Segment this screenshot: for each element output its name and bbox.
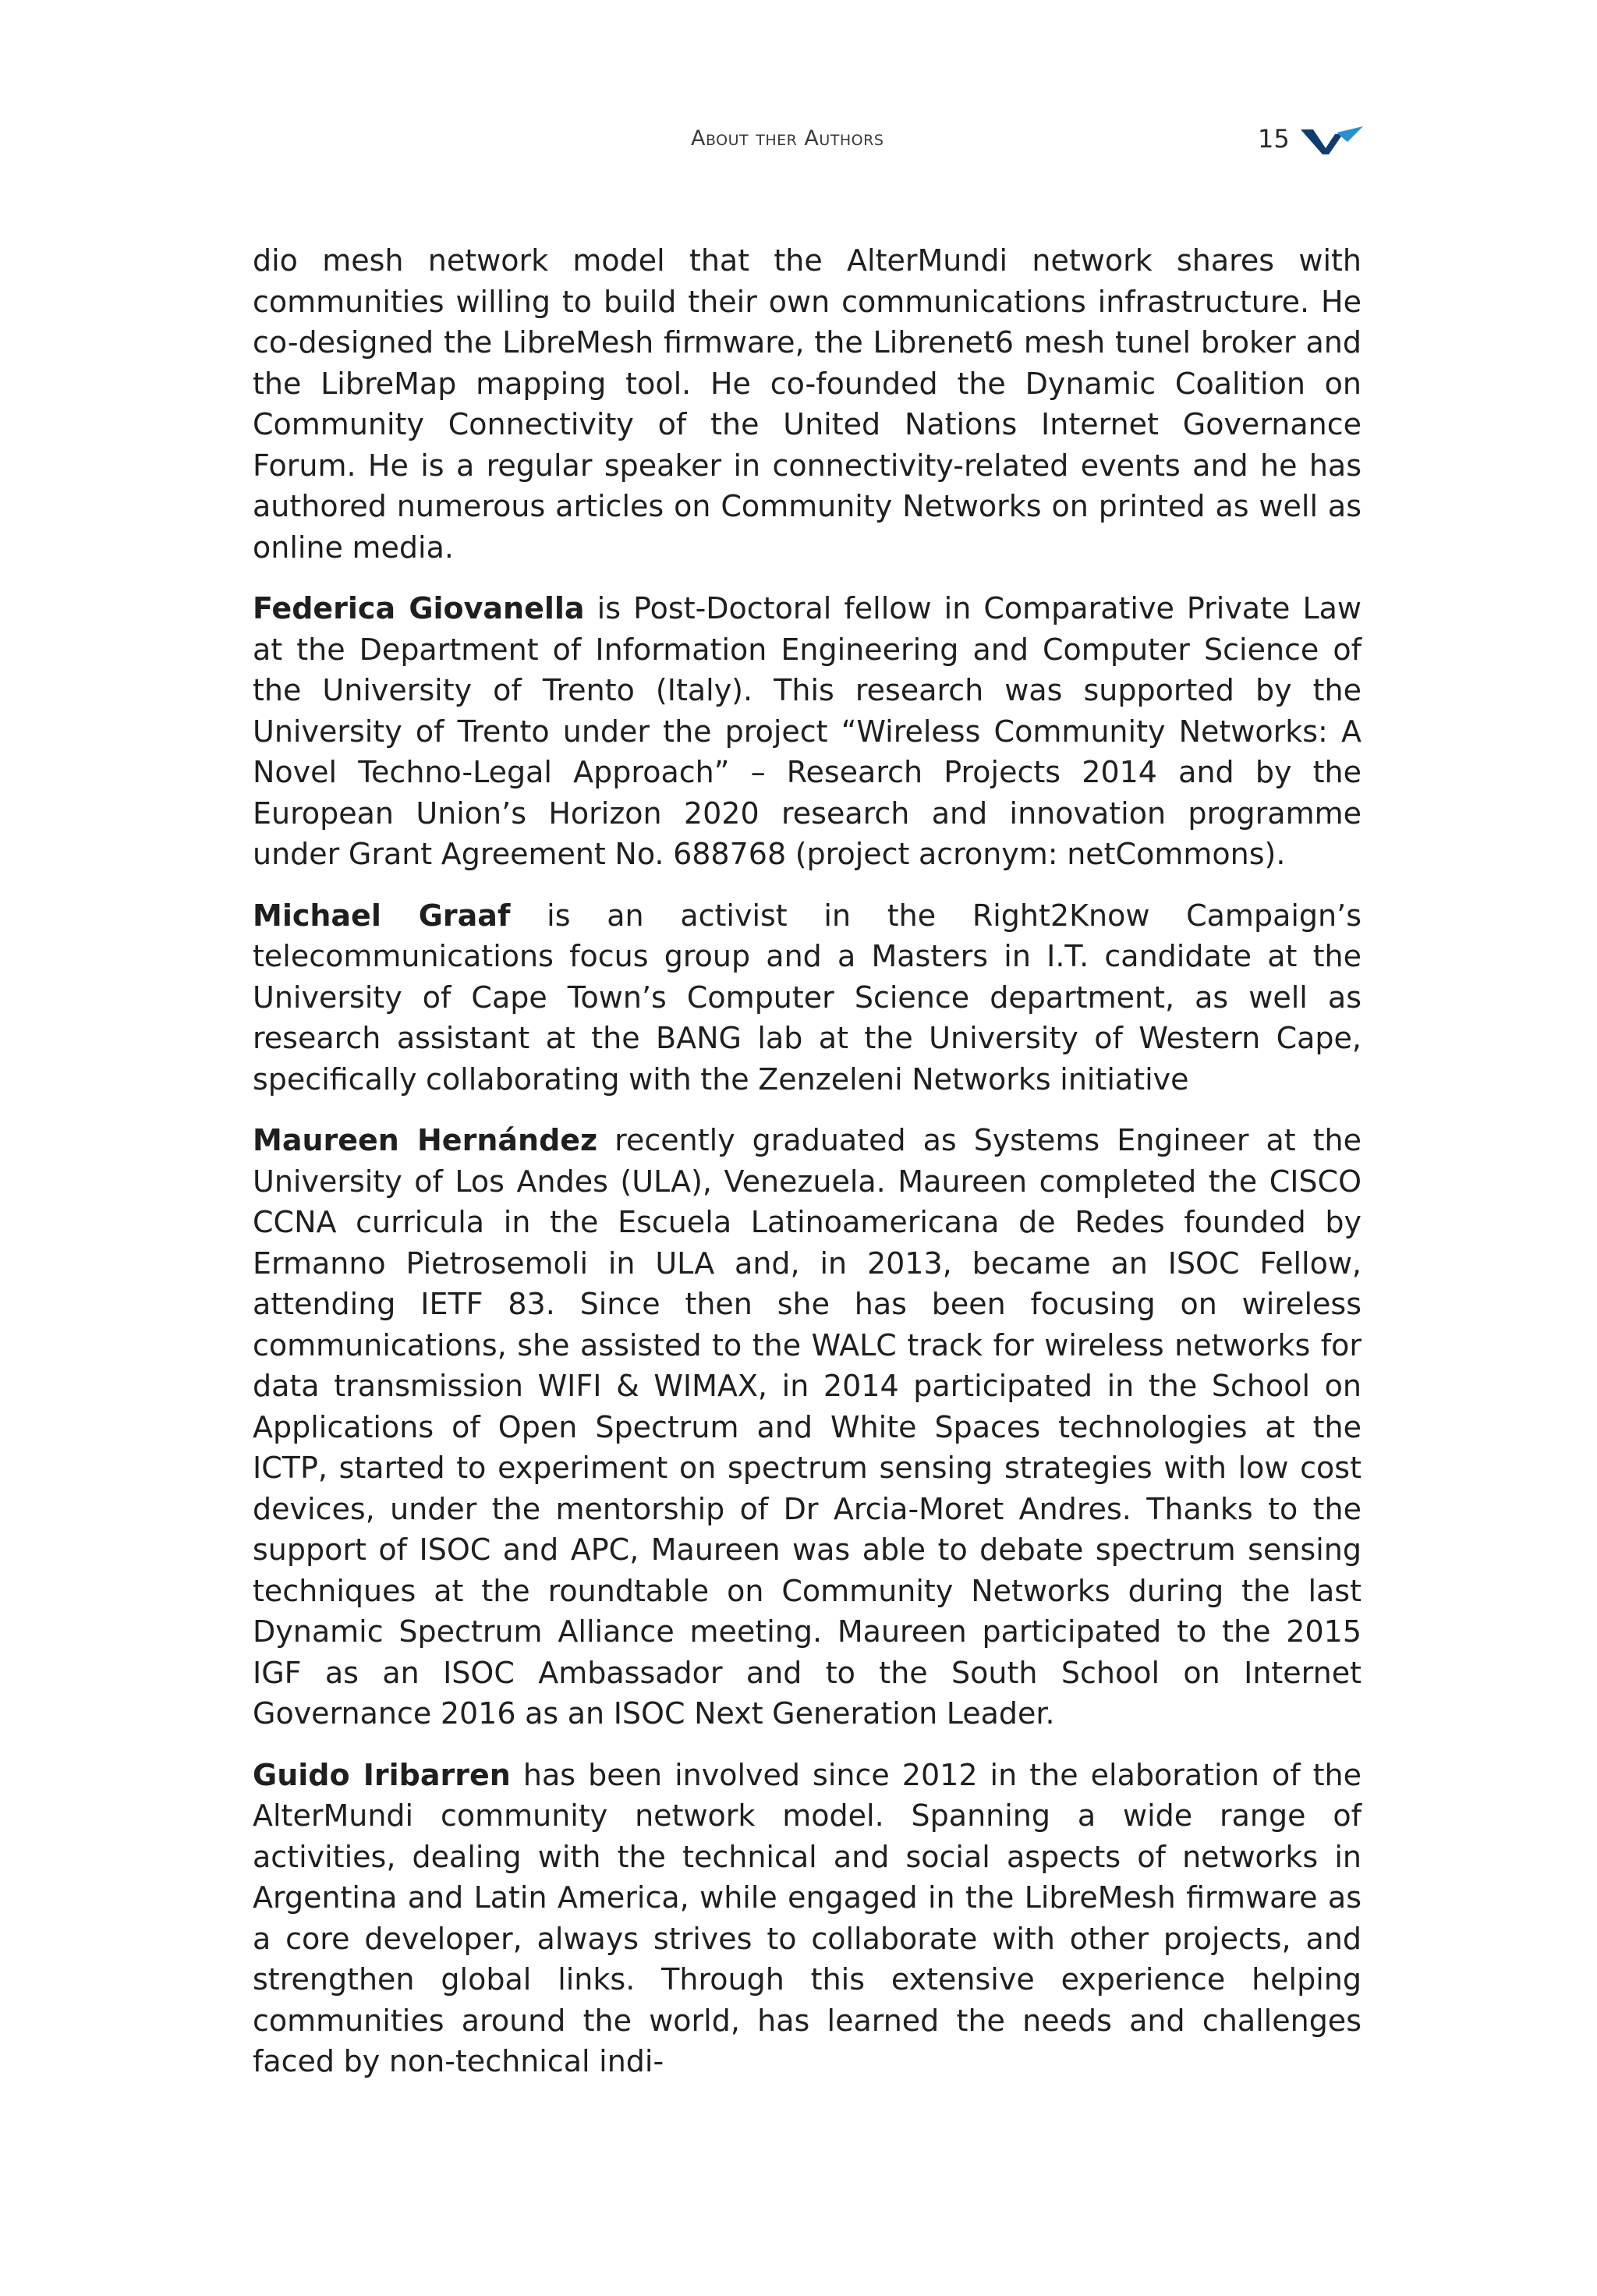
bio-paragraph-maureen-hernandez (253, 1120, 1362, 1734)
author-name: Federica Giovanella (253, 591, 585, 625)
bio-text: has been involved since 2012 in the elaboration of the AlterMundi community network model. Spanning a wide range of activities, dealing with the technical and social aspects of networks in Argentina and Latin America, while engaged in the LibreMesh firmware as a core developer, always strives to collaborate with other projects, and strengthen global links. Through this extensive experience helping communities around the world, has learned the needs and challenges faced by non-technical indi- (253, 1757, 1362, 2078)
bio-text: dio mesh network model that the AlterMundi network shares with communities willing to build their own communications infrastructure. He co-designed the LibreMesh firmware, the Librenet6 mesh tunel broker and the LibreMap mapping tool. He co-founded the Dynamic Coalition on Community Connectivity of the United Nations Internet Governance Forum. He is a regular speaker in connectivity-related events and he has authored numerous articles on Community Networks on printed as well as online media. (253, 243, 1362, 565)
running-header-title: About ther Authors (691, 126, 884, 151)
author-name: Maureen Hernández (253, 1123, 598, 1157)
author-name: Guido Iribarren (253, 1757, 511, 1792)
author-name: Michael Graaf (253, 898, 511, 933)
bio-paragraph-federica-giovanella (253, 588, 1362, 875)
bio-paragraph-guido-iribarren (253, 1755, 1362, 2082)
bio-text: is an activist in the Right2Know Campaign’s telecommunications focus group and a Masters in I.T. candidate at the University of Cape Town’s Computer Science department, as well as research assistant at the BANG lab at the University of Western Cape, specifically collaborating with the Zenzeleni Networks initiative (253, 898, 1362, 1097)
logo-light-wing (1337, 126, 1363, 142)
bio-text-column (253, 240, 1362, 2103)
bio-text: is Post-Doctoral fellow in Comparative Private Law at the Department of Information Engineering and Computer Science of the University of Trento (Italy). This research was supported by the University of Trento under the project “Wireless Community Networks: A Novel Techno-Legal Approach” – Research Projects 2014 and by the European Union’s Horizon 2020 research and innovation programme under Grant Agreement No. 688768 (project acronym: netCommons). (253, 591, 1362, 871)
publisher-logo-icon (1301, 126, 1363, 154)
bio-paragraph-michael-graaf (253, 895, 1362, 1100)
running-head (0, 123, 1597, 154)
page-number: 15 (1258, 124, 1290, 154)
logo-dark-chevron (1301, 129, 1343, 154)
bio-text: recently graduated as Systems Engineer at the University of Los Andes (ULA), Venezuela. Maureen completed the CISCO CCNA curricula in the Escuela Latinoamericana de Redes founded by Ermanno Pietrosemoli in ULA and, in 2013, became an ISOC Fellow, attending IETF 83. Since then she has been focusing on wireless communications, she assisted to the WALC track for wireless networks for data transmission WIFI & WIMAX, in 2014 participated in the School on Applications of Open Spectrum and White Spaces technologies at the ICTP, started to experiment on spectrum sensing strategies with low cost devices, under the mentorship of Dr Arcia-Moret Andres. Thanks to the support of ISOC and APC, Maureen was able to debate spectrum sensing techniques at the roundtable on Community Networks during the last Dynamic Spectrum Alliance meeting. Maureen participated to the 2015 IGF as an ISOC Ambassador and to the South School on Internet Governance 2016 as an ISOC Next Generation Leader. (253, 1123, 1362, 1731)
bio-paragraph-continued (253, 240, 1362, 568)
